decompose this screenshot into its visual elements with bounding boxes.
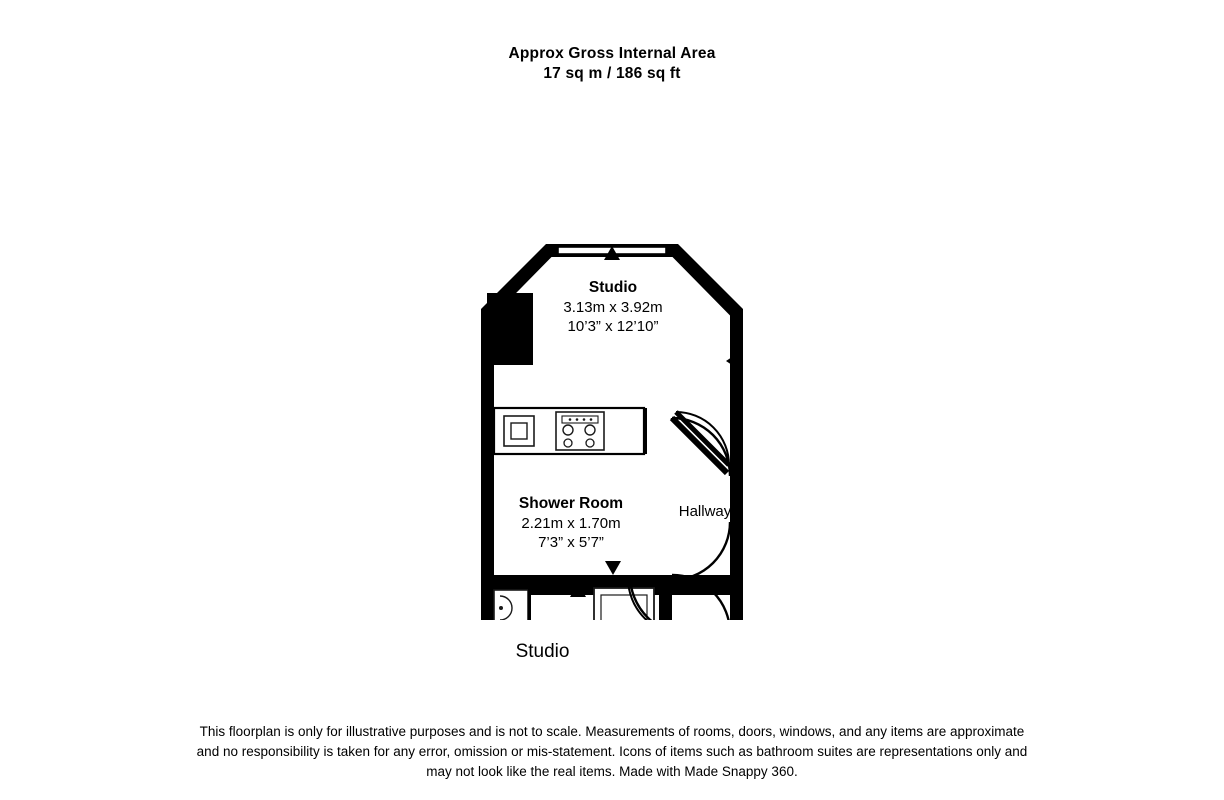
page-title xyxy=(0,44,1224,84)
room-name: Hallway xyxy=(678,503,732,520)
kitchen-counter xyxy=(494,408,647,454)
shower-room-fixtures xyxy=(494,588,533,620)
disclaimer-line-3: may not look like the real items. Made with Made Snappy 360. xyxy=(426,764,798,779)
disclaimer xyxy=(0,722,1224,782)
plan-caption: Studio xyxy=(515,641,570,662)
room-name: Shower Room xyxy=(518,495,624,512)
room-label-studio xyxy=(477,278,749,337)
disclaimer-line-1: This floorplan is only for illustrative purposes and is not to scale. Measurements of rooms, doors, windows, and any items are approximate xyxy=(199,724,1025,739)
room-name: Studio xyxy=(588,279,638,296)
room-dimensions-metric: 3.13m x 3.92m xyxy=(563,298,663,316)
gross-area-title: Approx Gross Internal Area xyxy=(508,45,716,62)
sink-icon xyxy=(504,416,534,446)
gross-area-value: 17 sq m / 186 sq ft xyxy=(543,65,681,82)
room-label-hallway xyxy=(648,502,762,522)
shower-icon xyxy=(494,590,528,620)
room-dimensions-imperial: 10’3” x 12’10” xyxy=(567,318,659,335)
hob-icon xyxy=(556,412,604,450)
disclaimer-line-2: and no responsibility is taken for any error, omission or mis-statement. Icons of items such as bathroom suites are representations only and xyxy=(196,744,1028,759)
room-dimensions-imperial: 7’3” x 5’7” xyxy=(538,534,604,551)
room-dimensions-metric: 2.21m x 1.70m xyxy=(521,514,621,532)
